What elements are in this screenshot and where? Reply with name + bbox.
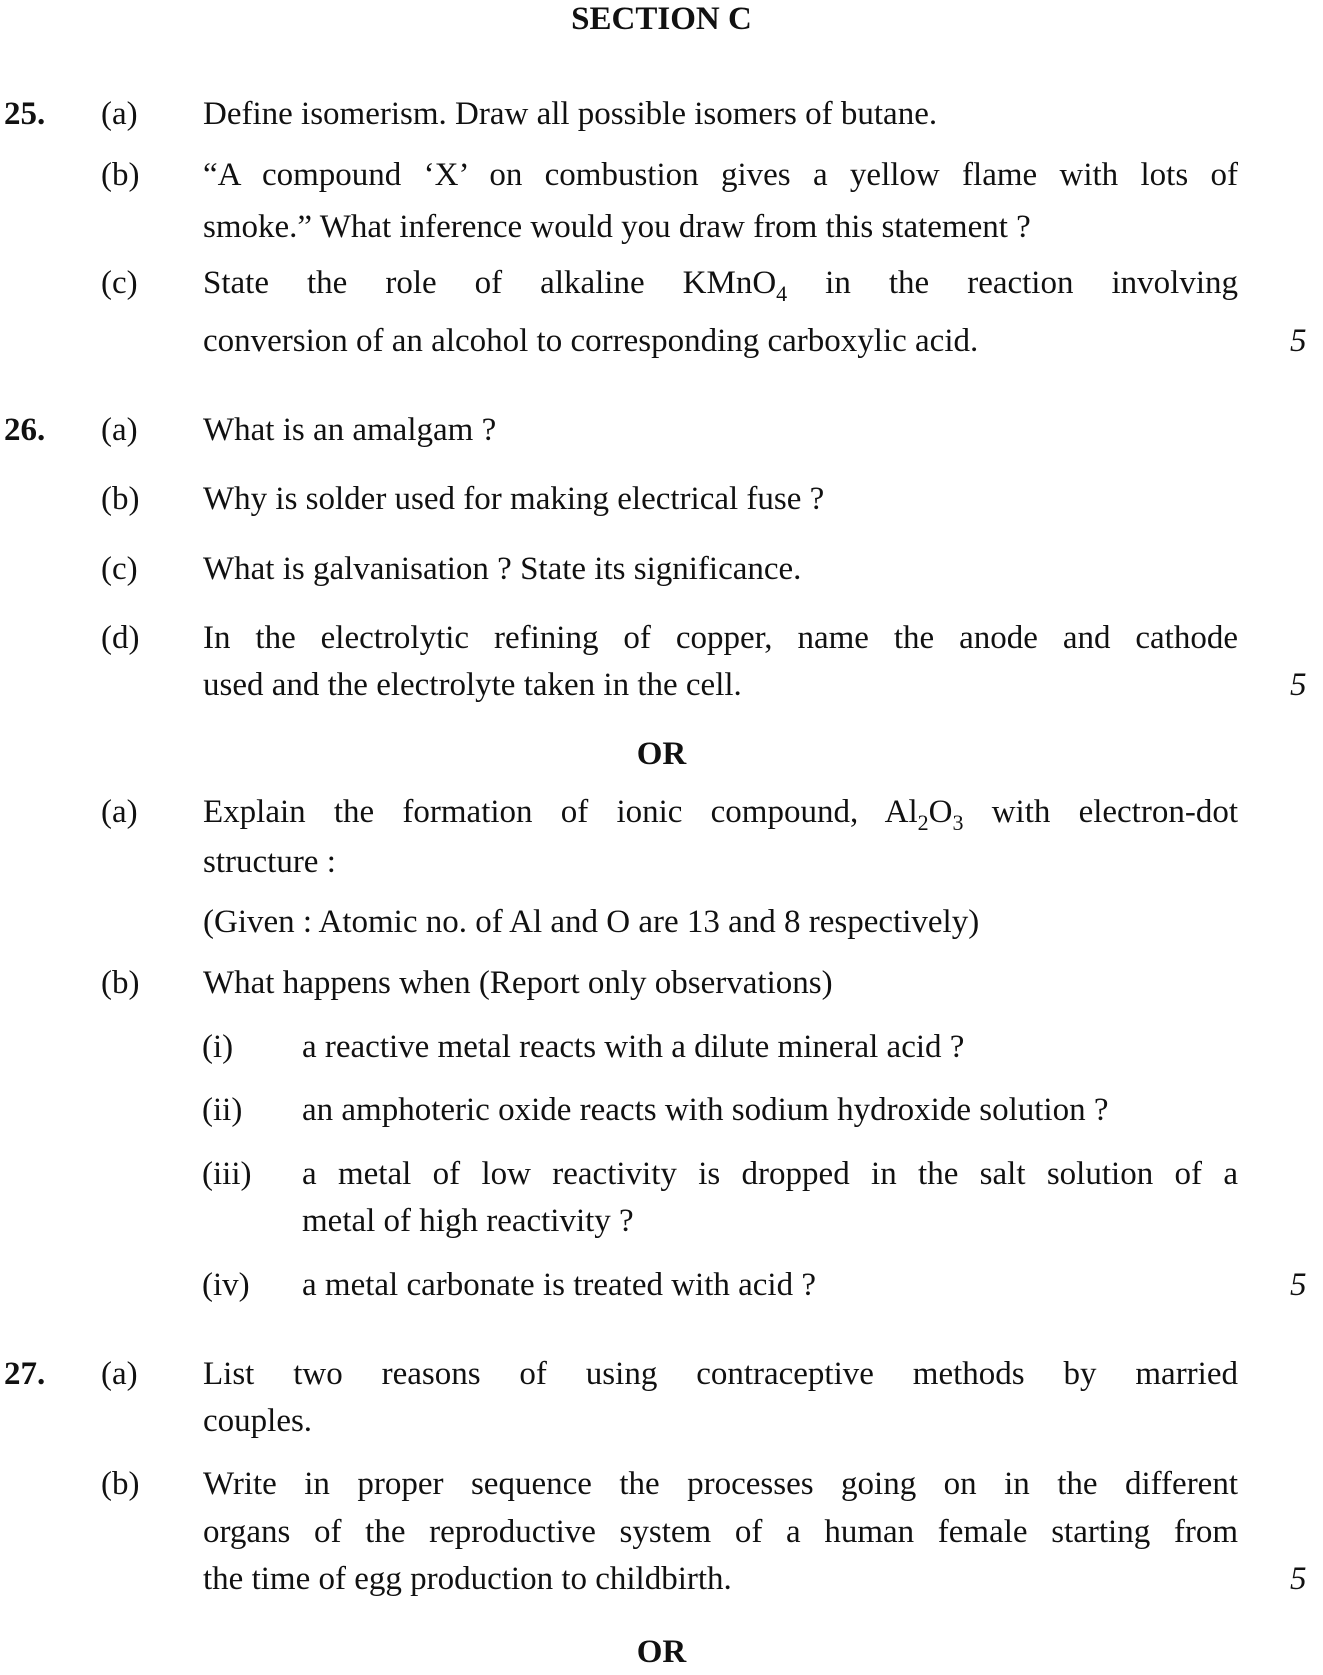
question-text: used and the electrolyte taken in the cell. bbox=[203, 667, 742, 703]
part-label: (a) bbox=[101, 96, 138, 132]
or-divider: OR bbox=[636, 1634, 687, 1670]
text-fragment: State the role of alkaline KMnO bbox=[203, 265, 777, 301]
subpart-text: an amphoteric oxide reacts with sodium hydroxide solution ? bbox=[302, 1092, 1109, 1128]
subpart-text: a metal of low reactivity is dropped in the salt solution of a bbox=[302, 1156, 1238, 1192]
marks: 5 bbox=[1290, 1561, 1307, 1597]
subscript: 2 bbox=[917, 810, 929, 835]
question-text: couples. bbox=[203, 1403, 313, 1439]
question-text bbox=[203, 792, 1238, 835]
given-note: (Given : Atomic no. of Al and O are 13 and 8 respectively) bbox=[203, 904, 980, 940]
part-label: (d) bbox=[101, 620, 140, 656]
text-fragment: in the reaction involving bbox=[787, 265, 1238, 301]
question-text: What happens when (Report only observations) bbox=[203, 965, 833, 1001]
marks: 5 bbox=[1290, 323, 1307, 359]
part-label: (b) bbox=[101, 1466, 140, 1502]
question-text: the time of egg production to childbirth. bbox=[203, 1561, 732, 1597]
subpart-label: (iv) bbox=[202, 1267, 250, 1303]
question-text: organs of the reproductive system of a human female starting from bbox=[203, 1514, 1238, 1550]
question-text bbox=[203, 263, 1238, 306]
text-fragment: Explain the formation of ionic compound, Al bbox=[203, 794, 918, 830]
question-text: conversion of an alcohol to corresponding carboxylic acid. bbox=[203, 323, 979, 359]
question-text: Define isomerism. Draw all possible isomers of butane. bbox=[203, 96, 938, 132]
subpart-label: (iii) bbox=[202, 1156, 252, 1192]
part-label: (a) bbox=[101, 794, 138, 830]
section-title: SECTION C bbox=[571, 1, 752, 37]
marks: 5 bbox=[1290, 1267, 1307, 1303]
question-text: structure : bbox=[203, 844, 336, 880]
part-label: (b) bbox=[101, 965, 140, 1001]
subpart-text: a metal carbonate is treated with acid ? bbox=[302, 1267, 816, 1303]
subpart-text: a reactive metal reacts with a dilute mineral acid ? bbox=[302, 1029, 965, 1065]
question-text: Write in proper sequence the processes going on in the different bbox=[203, 1466, 1238, 1502]
part-label: (a) bbox=[101, 1356, 138, 1392]
question-text: smoke.” What inference would you draw from this statement ? bbox=[203, 209, 1031, 245]
question-text: Why is solder used for making electrical fuse ? bbox=[203, 481, 825, 517]
question-number: 26. bbox=[4, 412, 46, 448]
question-text: What is galvanisation ? State its significance. bbox=[203, 551, 802, 587]
question-text: List two reasons of using contraceptive methods by married bbox=[203, 1356, 1238, 1392]
text-fragment: O bbox=[928, 794, 953, 830]
marks: 5 bbox=[1290, 667, 1307, 703]
part-label: (a) bbox=[101, 412, 138, 448]
question-number: 25. bbox=[4, 96, 46, 132]
question-number: 27. bbox=[4, 1356, 46, 1392]
question-text: What is an amalgam ? bbox=[203, 412, 497, 448]
question-text: “A compound ‘X’ on combustion gives a yellow flame with lots of bbox=[203, 157, 1238, 193]
part-label: (c) bbox=[101, 551, 138, 587]
part-label: (b) bbox=[101, 481, 140, 517]
part-label: (c) bbox=[101, 265, 138, 301]
subscript: 3 bbox=[952, 810, 964, 835]
subpart-label: (ii) bbox=[202, 1092, 243, 1128]
subpart-label: (i) bbox=[202, 1029, 234, 1065]
subpart-text: metal of high reactivity ? bbox=[302, 1203, 634, 1239]
question-text: In the electrolytic refining of copper, name the anode and cathode bbox=[203, 620, 1238, 656]
part-label: (b) bbox=[101, 157, 140, 193]
subscript: 4 bbox=[776, 281, 788, 306]
text-fragment: with electron-dot bbox=[963, 794, 1238, 830]
or-divider: OR bbox=[636, 736, 687, 772]
